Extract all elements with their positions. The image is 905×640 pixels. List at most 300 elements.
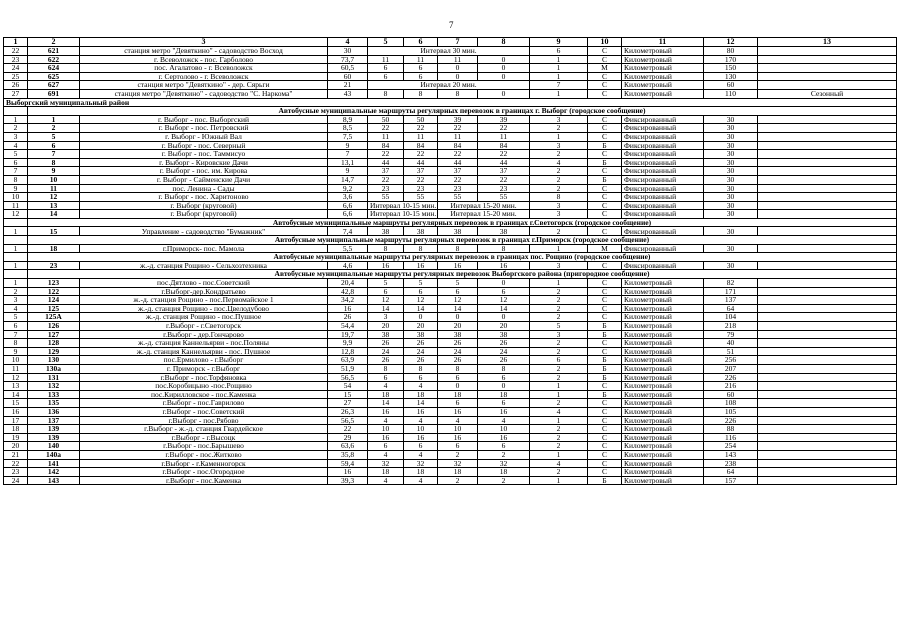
value-cell: 6 bbox=[368, 287, 404, 296]
value-cell: 32 bbox=[404, 459, 438, 468]
tariff-cell: Километровый bbox=[622, 459, 704, 468]
route-length-cell: 7,5 bbox=[328, 132, 368, 141]
tariff-cell: Километровый bbox=[622, 476, 704, 485]
route-name-cell: станция метро "Девяткино" - дер. Сярьги bbox=[80, 81, 328, 90]
class-cell: М bbox=[588, 64, 622, 73]
route-length-cell: 7 bbox=[328, 150, 368, 159]
value-cell: 26 bbox=[404, 339, 438, 348]
fare-cell: 40 bbox=[704, 339, 758, 348]
value-cell: 11 bbox=[478, 132, 530, 141]
value-cell: 6 bbox=[404, 442, 438, 451]
col-header: 11 bbox=[622, 38, 704, 47]
table-row bbox=[4, 339, 897, 348]
row-number-cell: 2 bbox=[4, 124, 28, 133]
value-cell: 6 bbox=[478, 287, 530, 296]
route-code-cell: 621 bbox=[28, 47, 80, 56]
fare-cell: 30 bbox=[704, 132, 758, 141]
value-cell: 10 bbox=[438, 425, 478, 434]
note-cell bbox=[758, 407, 897, 416]
value-cell: 0 bbox=[404, 313, 438, 322]
value-cell: 14 bbox=[404, 304, 438, 313]
value-cell: 39 bbox=[478, 115, 530, 124]
fare-cell: 30 bbox=[704, 261, 758, 270]
route-code-cell: 130 bbox=[28, 356, 80, 365]
route-code-cell: 7 bbox=[28, 150, 80, 159]
note-cell bbox=[758, 433, 897, 442]
value-cell: 6 bbox=[368, 442, 404, 451]
table-body bbox=[4, 38, 897, 485]
note-cell bbox=[758, 425, 897, 434]
class-cell: С bbox=[588, 210, 622, 219]
note-cell bbox=[758, 390, 897, 399]
class-cell: Б bbox=[588, 158, 622, 167]
row-number-cell: 16 bbox=[4, 407, 28, 416]
route-code-cell: 5 bbox=[28, 132, 80, 141]
value-cell: 38 bbox=[368, 330, 404, 339]
tariff-cell: Километровый bbox=[622, 399, 704, 408]
route-length-cell: 29 bbox=[328, 433, 368, 442]
route-length-cell: 26 bbox=[328, 313, 368, 322]
note-cell bbox=[758, 158, 897, 167]
route-code-cell: 622 bbox=[28, 55, 80, 64]
route-name-cell: пос.Ермилово - г.Выборг bbox=[80, 356, 328, 365]
stops-cell: 8 bbox=[530, 193, 588, 202]
stops-cell: 2 bbox=[530, 124, 588, 133]
route-length-cell: 73,7 bbox=[328, 55, 368, 64]
note-cell bbox=[758, 175, 897, 184]
fare-cell: 104 bbox=[704, 313, 758, 322]
route-code-cell: 129 bbox=[28, 347, 80, 356]
tariff-cell: Километровый bbox=[622, 450, 704, 459]
class-cell: С bbox=[588, 193, 622, 202]
table-row bbox=[4, 141, 897, 150]
class-cell: С bbox=[588, 416, 622, 425]
fare-cell: 171 bbox=[704, 287, 758, 296]
route-name-cell: пос.Дятлово - пос.Советский bbox=[80, 279, 328, 288]
stops-cell: 5 bbox=[530, 322, 588, 331]
value-cell: 8 bbox=[404, 89, 438, 98]
tariff-cell: Километровый bbox=[622, 287, 704, 296]
route-name-cell: г.Выборг - пос.Торфяновка bbox=[80, 373, 328, 382]
route-length-cell: 54,4 bbox=[328, 322, 368, 331]
fare-cell: 137 bbox=[704, 296, 758, 305]
value-cell: 16 bbox=[368, 407, 404, 416]
route-length-cell: 14,7 bbox=[328, 175, 368, 184]
route-length-cell: 7,4 bbox=[328, 227, 368, 236]
route-code-cell: 627 bbox=[28, 81, 80, 90]
table-row bbox=[4, 158, 897, 167]
fare-cell: 207 bbox=[704, 364, 758, 373]
value-cell: 26 bbox=[438, 339, 478, 348]
class-cell: С bbox=[588, 468, 622, 477]
route-name-cell: г. Выборг - Сайменские Дачи bbox=[80, 175, 328, 184]
value-cell: 16 bbox=[438, 261, 478, 270]
note-cell bbox=[758, 459, 897, 468]
route-length-cell: 21 bbox=[328, 81, 368, 90]
value-cell: 14 bbox=[478, 304, 530, 313]
class-cell: С bbox=[588, 347, 622, 356]
class-cell: С bbox=[588, 296, 622, 305]
tariff-cell: Километровый bbox=[622, 313, 704, 322]
fare-cell: 216 bbox=[704, 382, 758, 391]
tariff-cell: Километровый bbox=[622, 433, 704, 442]
value-cell: 10 bbox=[368, 425, 404, 434]
section-title: Автобусные муниципальные маршруты регулярных перевозок Выборгского района (пригородное сообщение) bbox=[28, 270, 897, 279]
value-cell: 6 bbox=[438, 442, 478, 451]
note-cell bbox=[758, 416, 897, 425]
route-code-cell: 18 bbox=[28, 244, 80, 253]
value-cell: 5 bbox=[368, 279, 404, 288]
route-code-cell: 142 bbox=[28, 468, 80, 477]
section-title-row bbox=[4, 270, 897, 279]
value-cell: 20 bbox=[368, 322, 404, 331]
interval-cell: Интервал 10-15 мин. bbox=[368, 201, 438, 210]
route-code-cell: 137 bbox=[28, 416, 80, 425]
value-cell: 0 bbox=[438, 72, 478, 81]
value-cell: 12 bbox=[478, 296, 530, 305]
value-cell: 0 bbox=[478, 89, 530, 98]
table-row bbox=[4, 150, 897, 159]
route-name-cell: ж.-д. станция Каннельярви - пос.Поляны bbox=[80, 339, 328, 348]
tariff-cell: Фиксированный bbox=[622, 115, 704, 124]
class-cell: Б bbox=[588, 322, 622, 331]
route-length-cell: 26,3 bbox=[328, 407, 368, 416]
value-cell: 8 bbox=[404, 244, 438, 253]
stops-cell: 3 bbox=[530, 141, 588, 150]
section-title-row bbox=[4, 253, 897, 262]
route-code-cell: 123 bbox=[28, 279, 80, 288]
table-row bbox=[4, 227, 897, 236]
value-cell: 6 bbox=[438, 399, 478, 408]
route-code-cell: 135 bbox=[28, 399, 80, 408]
class-cell: С bbox=[588, 227, 622, 236]
route-code-cell: 143 bbox=[28, 476, 80, 485]
route-code-cell: 139 bbox=[28, 425, 80, 434]
table-row bbox=[4, 193, 897, 202]
fare-cell: 254 bbox=[704, 442, 758, 451]
route-name-cell: г.Выборг - г.Светогорск bbox=[80, 322, 328, 331]
table-row bbox=[4, 304, 897, 313]
fare-cell: 30 bbox=[704, 201, 758, 210]
stops-cell: 1 bbox=[530, 450, 588, 459]
row-number-cell: 12 bbox=[4, 373, 28, 382]
note-cell bbox=[758, 304, 897, 313]
fare-cell: 82 bbox=[704, 279, 758, 288]
stops-cell: 2 bbox=[530, 425, 588, 434]
value-cell: 22 bbox=[438, 175, 478, 184]
value-cell: 6 bbox=[438, 373, 478, 382]
section-title-row bbox=[4, 236, 897, 245]
value-cell: 37 bbox=[438, 167, 478, 176]
value-cell: 44 bbox=[478, 158, 530, 167]
note-cell bbox=[758, 261, 897, 270]
value-cell: 18 bbox=[404, 390, 438, 399]
route-length-cell: 27 bbox=[328, 399, 368, 408]
value-cell: 16 bbox=[404, 433, 438, 442]
tariff-cell: Километровый bbox=[622, 442, 704, 451]
value-cell: 2 bbox=[438, 450, 478, 459]
tariff-cell: Километровый bbox=[622, 468, 704, 477]
route-length-cell: 51,9 bbox=[328, 364, 368, 373]
note-cell bbox=[758, 193, 897, 202]
value-cell: 8 bbox=[368, 364, 404, 373]
value-cell: 8 bbox=[368, 89, 404, 98]
value-cell: 22 bbox=[438, 150, 478, 159]
note-cell bbox=[758, 382, 897, 391]
tariff-cell: Километровый bbox=[622, 416, 704, 425]
row-number-cell: 23 bbox=[4, 55, 28, 64]
note-cell bbox=[758, 210, 897, 219]
table-row bbox=[4, 261, 897, 270]
value-cell: 14 bbox=[404, 399, 438, 408]
route-length-cell: 8,5 bbox=[328, 124, 368, 133]
value-cell: 2 bbox=[478, 450, 530, 459]
value-cell: 38 bbox=[368, 227, 404, 236]
value-cell: 14 bbox=[368, 304, 404, 313]
note-cell bbox=[758, 124, 897, 133]
value-cell: 8 bbox=[478, 364, 530, 373]
fare-cell: 30 bbox=[704, 193, 758, 202]
row-number-cell: 11 bbox=[4, 201, 28, 210]
tariff-cell: Километровый bbox=[622, 296, 704, 305]
fare-cell: 30 bbox=[704, 167, 758, 176]
value-cell: 11 bbox=[368, 55, 404, 64]
route-name-cell: г.Выборг - ж.-д. станция Гвардейское bbox=[80, 425, 328, 434]
col-header: 12 bbox=[704, 38, 758, 47]
route-name-cell: г.Выборг-дер.Кондратьево bbox=[80, 287, 328, 296]
route-name-cell: г.Выборг - пос.Каменка bbox=[80, 476, 328, 485]
fare-cell: 30 bbox=[704, 175, 758, 184]
tariff-cell: Километровый bbox=[622, 373, 704, 382]
route-code-cell: 139 bbox=[28, 433, 80, 442]
tariff-cell: Фиксированный bbox=[622, 141, 704, 150]
value-cell: 16 bbox=[438, 433, 478, 442]
stops-cell: 6 bbox=[530, 356, 588, 365]
route-code-cell: 691 bbox=[28, 89, 80, 98]
row-number-cell: 11 bbox=[4, 364, 28, 373]
table-row bbox=[4, 279, 897, 288]
route-name-cell: пос. Ленина - Сады bbox=[80, 184, 328, 193]
tariff-cell: Километровый bbox=[622, 347, 704, 356]
route-code-cell: 132 bbox=[28, 382, 80, 391]
route-name-cell: г.Выборг - дер.Гончарово bbox=[80, 330, 328, 339]
table-row bbox=[4, 476, 897, 485]
value-cell: 5 bbox=[404, 279, 438, 288]
stops-cell: 2 bbox=[530, 339, 588, 348]
fare-cell: 110 bbox=[704, 89, 758, 98]
route-name-cell: г. Выборг (круговой) bbox=[80, 201, 328, 210]
note-cell: Сезонный bbox=[758, 89, 897, 98]
col-header: 5 bbox=[368, 38, 404, 47]
route-length-cell: 35,8 bbox=[328, 450, 368, 459]
value-cell: 12 bbox=[438, 296, 478, 305]
route-length-cell: 22 bbox=[328, 425, 368, 434]
route-name-cell: ж.-д. станция Рощино - Сельхозтехника bbox=[80, 261, 328, 270]
row-number-cell: 9 bbox=[4, 184, 28, 193]
row-number-cell: 1 bbox=[4, 115, 28, 124]
route-name-cell: ж.-д. станция Каннельярви - пос. Пушное bbox=[80, 347, 328, 356]
row-number-cell: 24 bbox=[4, 476, 28, 485]
row-number-cell: 1 bbox=[4, 261, 28, 270]
value-cell: 2 bbox=[478, 476, 530, 485]
route-code-cell: 2 bbox=[28, 124, 80, 133]
stops-cell: 1 bbox=[530, 390, 588, 399]
value-cell: 38 bbox=[438, 330, 478, 339]
route-code-cell: 13 bbox=[28, 201, 80, 210]
stops-cell: 7 bbox=[530, 81, 588, 90]
route-code-cell: 9 bbox=[28, 167, 80, 176]
table-row bbox=[4, 373, 897, 382]
fare-cell: 30 bbox=[704, 227, 758, 236]
value-cell: 84 bbox=[404, 141, 438, 150]
route-code-cell: 125 bbox=[28, 304, 80, 313]
route-name-cell: г.Выборг - пос.Гаврилово bbox=[80, 399, 328, 408]
route-code-cell: 15 bbox=[28, 227, 80, 236]
route-name-cell: г. Выборг - пос. им. Кирова bbox=[80, 167, 328, 176]
stops-cell: 2 bbox=[530, 287, 588, 296]
route-code-cell: 140 bbox=[28, 442, 80, 451]
value-cell: 6 bbox=[478, 442, 530, 451]
route-name-cell: г. Выборг - Южный Вал bbox=[80, 132, 328, 141]
stops-cell: 3 bbox=[530, 330, 588, 339]
route-length-cell: 34,2 bbox=[328, 296, 368, 305]
stops-cell: 2 bbox=[530, 167, 588, 176]
route-length-cell: 4,6 bbox=[328, 261, 368, 270]
value-cell: 26 bbox=[478, 339, 530, 348]
table-cell bbox=[4, 253, 28, 262]
value-cell: 8 bbox=[478, 244, 530, 253]
row-number-cell: 6 bbox=[4, 322, 28, 331]
stops-cell: 2 bbox=[530, 313, 588, 322]
value-cell: 55 bbox=[478, 193, 530, 202]
table-row bbox=[4, 47, 897, 56]
route-code-cell: 128 bbox=[28, 339, 80, 348]
row-number-cell: 18 bbox=[4, 425, 28, 434]
class-cell: С bbox=[588, 279, 622, 288]
table-row bbox=[4, 55, 897, 64]
route-code-cell: 133 bbox=[28, 390, 80, 399]
value-cell: 11 bbox=[368, 132, 404, 141]
note-cell bbox=[758, 55, 897, 64]
route-length-cell: 39,3 bbox=[328, 476, 368, 485]
value-cell: 22 bbox=[368, 175, 404, 184]
value-cell: 22 bbox=[478, 150, 530, 159]
note-cell bbox=[758, 442, 897, 451]
stops-cell: 1 bbox=[530, 64, 588, 73]
value-cell: 0 bbox=[478, 55, 530, 64]
route-name-cell: г. Приморск - г.Выборг bbox=[80, 364, 328, 373]
value-cell: 8 bbox=[438, 89, 478, 98]
value-cell: 38 bbox=[404, 227, 438, 236]
table-row bbox=[4, 468, 897, 477]
col-header: 13 bbox=[758, 38, 897, 47]
tariff-cell: Километровый bbox=[622, 72, 704, 81]
fare-cell: 30 bbox=[704, 158, 758, 167]
value-cell: 4 bbox=[404, 450, 438, 459]
class-cell: С bbox=[588, 459, 622, 468]
value-cell: 18 bbox=[478, 390, 530, 399]
row-number-cell: 1 bbox=[4, 279, 28, 288]
route-length-cell: 13,1 bbox=[328, 158, 368, 167]
table-row bbox=[4, 459, 897, 468]
value-cell: 16 bbox=[404, 261, 438, 270]
tariff-cell: Фиксированный bbox=[622, 261, 704, 270]
route-code-cell: 131 bbox=[28, 373, 80, 382]
route-length-cell: 54 bbox=[328, 382, 368, 391]
value-cell: 8 bbox=[404, 364, 438, 373]
stops-cell: 2 bbox=[530, 175, 588, 184]
note-cell bbox=[758, 64, 897, 73]
route-name-cell: станция метро "Девяткино" - садоводство "С. Наркома" bbox=[80, 89, 328, 98]
class-cell: С bbox=[588, 184, 622, 193]
value-cell: 26 bbox=[368, 339, 404, 348]
col-header: 3 bbox=[80, 38, 328, 47]
value-cell: 16 bbox=[478, 261, 530, 270]
value-cell: 11 bbox=[404, 132, 438, 141]
value-cell: 4 bbox=[478, 416, 530, 425]
value-cell: 8 bbox=[438, 244, 478, 253]
stops-cell: 2 bbox=[530, 304, 588, 313]
route-length-cell: 12,8 bbox=[328, 347, 368, 356]
tariff-cell: Фиксированный bbox=[622, 175, 704, 184]
route-code-cell: 625 bbox=[28, 72, 80, 81]
route-code-cell: 130а bbox=[28, 364, 80, 373]
route-code-cell: 141 bbox=[28, 459, 80, 468]
table-row bbox=[4, 390, 897, 399]
stops-cell: 2 bbox=[530, 150, 588, 159]
district-title-row bbox=[4, 98, 897, 107]
route-name-cell: г.Выборг - пос.Огородное bbox=[80, 468, 328, 477]
tariff-cell: Километровый bbox=[622, 364, 704, 373]
route-length-cell: 60 bbox=[328, 72, 368, 81]
value-cell: 22 bbox=[368, 124, 404, 133]
route-name-cell: г. Выборг - пос. Таммисуо bbox=[80, 150, 328, 159]
section-title-row bbox=[4, 218, 897, 227]
row-number-cell: 26 bbox=[4, 81, 28, 90]
route-length-cell: 60,5 bbox=[328, 64, 368, 73]
class-cell: С bbox=[588, 124, 622, 133]
class-cell: Б bbox=[588, 390, 622, 399]
tariff-cell: Фиксированный bbox=[622, 193, 704, 202]
value-cell: 6 bbox=[368, 373, 404, 382]
value-cell: 18 bbox=[438, 468, 478, 477]
section-title: Автобусные муниципальные маршруты регулярных перевозок в границах пос. Рощино (городское сообщение) bbox=[28, 253, 897, 262]
fare-cell: 30 bbox=[704, 210, 758, 219]
fare-cell: 130 bbox=[704, 72, 758, 81]
value-cell: 24 bbox=[438, 347, 478, 356]
route-code-cell: 127 bbox=[28, 330, 80, 339]
route-length-cell: 20,4 bbox=[328, 279, 368, 288]
col-header: 1 bbox=[4, 38, 28, 47]
route-name-cell: г. Выборг - Кировские Дачи bbox=[80, 158, 328, 167]
value-cell: 23 bbox=[368, 184, 404, 193]
table-row bbox=[4, 287, 897, 296]
note-cell bbox=[758, 322, 897, 331]
value-cell: 24 bbox=[478, 347, 530, 356]
route-name-cell: г. Выборг - пос. Северный bbox=[80, 141, 328, 150]
tariff-cell: Фиксированный bbox=[622, 227, 704, 236]
table-row bbox=[4, 296, 897, 305]
note-cell bbox=[758, 150, 897, 159]
tariff-cell: Километровый bbox=[622, 407, 704, 416]
class-cell: С bbox=[588, 304, 622, 313]
value-cell: 4 bbox=[368, 476, 404, 485]
tariff-cell: Фиксированный bbox=[622, 184, 704, 193]
value-cell: 4 bbox=[368, 450, 404, 459]
value-cell: 20 bbox=[438, 322, 478, 331]
stops-cell: 1 bbox=[530, 279, 588, 288]
value-cell: 26 bbox=[404, 356, 438, 365]
